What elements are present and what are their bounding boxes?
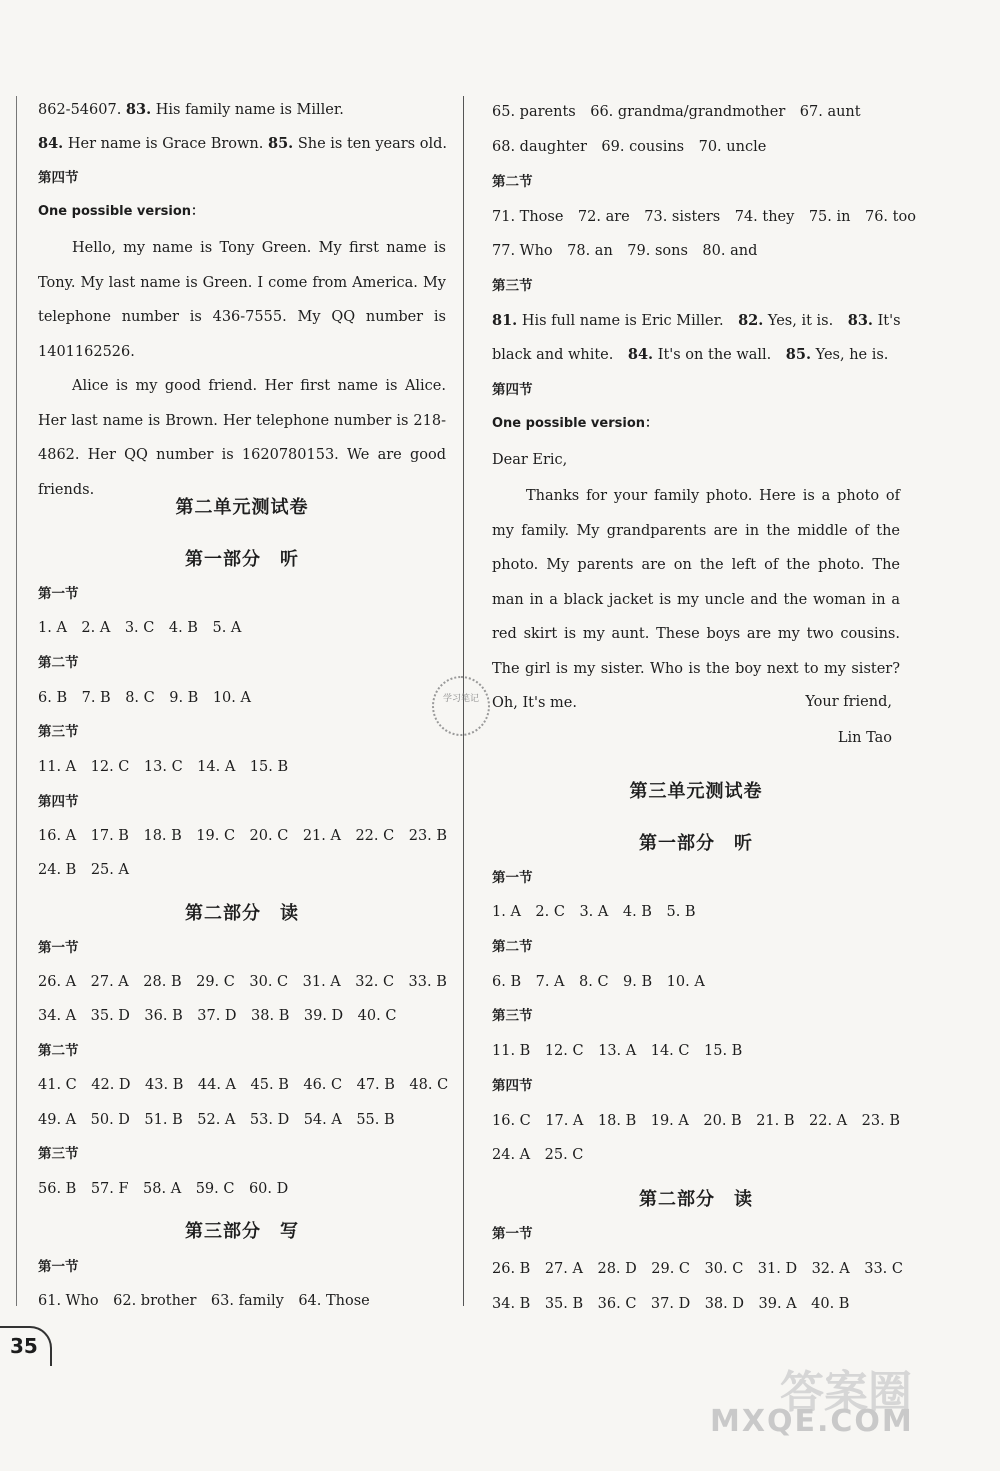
- answer-line: 6. B 7. A 8. C 9. B 10. A: [492, 974, 705, 990]
- section-heading: 第四节: [492, 1078, 533, 1094]
- part-title: 第二部分 读: [185, 903, 299, 924]
- answer-line: 1. A 2. C 3. A 4. B 5. B: [492, 904, 696, 920]
- part-title: 第二部分 读: [639, 1189, 753, 1210]
- section-heading: 第二节: [38, 1043, 79, 1059]
- answer-line: 11. A 12. C 13. C 14. A 15. B: [38, 759, 289, 775]
- letter-body: Thanks for your family photo. Here is a photo of my family. My grandparents are in the middle of the photo. My parents are on the left of the photo. The man in a black jacket is my uncle and the woman in a red skirt is my aunt. These boys are my two cousins. The girl is my sister. Who is the boy next to my sister? Oh, It's me.: [492, 488, 900, 711]
- part-title: 第三部分 写: [185, 1221, 299, 1242]
- letter-greeting: Dear Eric,: [492, 452, 568, 468]
- section-heading: 第四节: [38, 794, 79, 810]
- answer-line: 26. B 27. A 28. D 29. C 30. C 31. D 32. A 33. C: [492, 1261, 903, 1277]
- section-heading: 第一节: [38, 586, 79, 602]
- left-margin-rule: [16, 96, 17, 1306]
- section-heading: 第四节: [38, 170, 79, 186]
- section-heading: 第三节: [492, 1008, 533, 1024]
- answer-line: 16. A 17. B 18. B 19. C 20. C 21. A 22. C 23. B: [38, 828, 448, 844]
- version-label: One possible version：: [38, 204, 205, 219]
- answer-line: 6. B 7. B 8. C 9. B 10. A: [38, 690, 251, 706]
- section-heading: 第二节: [38, 655, 79, 671]
- page-number: 35: [0, 1326, 52, 1366]
- answer-line: 1. A 2. A 3. C 4. B 5. A: [38, 620, 242, 636]
- section-heading: 第二节: [492, 174, 533, 190]
- answer-line: 81. His full name is Eric Miller. 82. Yes, it is. 83. It's: [492, 312, 901, 329]
- essay-paragraph: Hello, my name is Tony Green. My first name is Tony. My last name is Green. I come from America. My telephone number is 436-7555. My QQ number is 1401162526.: [38, 240, 446, 360]
- part-title: 第一部分 听: [185, 549, 299, 570]
- section-heading: 第三节: [38, 1146, 79, 1162]
- answer-line: 77. Who 78. an 79. sons 80. and: [492, 243, 758, 259]
- answer-line: 65. parents 66. grandma/grandmother 67. aunt: [492, 104, 861, 120]
- answer-line: 41. C 42. D 43. B 44. A 45. B 46. C 47. B 48. C: [38, 1077, 449, 1093]
- answer-line: 24. A 25. C: [492, 1147, 584, 1163]
- section-heading: 第四节: [492, 382, 533, 398]
- answer-line: black and white. 84. It's on the wall. 85. Yes, he is.: [492, 346, 889, 363]
- letter-closing: Your friend,: [805, 694, 892, 710]
- answer-line: 34. B 35. B 36. C 37. D 38. D 39. A 40. B: [492, 1296, 850, 1312]
- answer-line: 24. B 25. A: [38, 862, 129, 878]
- section-heading: 第一节: [492, 1226, 533, 1242]
- answer-line: 84. Her name is Grace Brown. 85. She is ten years old.: [38, 135, 447, 152]
- answer-line: 34. A 35. D 36. B 37. D 38. B 39. D 40. C: [38, 1008, 397, 1024]
- answer-line: 26. A 27. A 28. B 29. C 30. C 31. A 32. C 33. B: [38, 974, 447, 990]
- section-heading: 第二节: [492, 939, 533, 955]
- section-heading: 第三节: [492, 278, 533, 294]
- section-heading: 第一节: [38, 940, 79, 956]
- watermark-logo: 答案圈: [780, 1367, 912, 1418]
- essay-paragraph: Alice is my good friend. Her first name is Alice. Her last name is Brown. Her telephone number is 218-4862. Her QQ number is 1620780153. We are good friends.: [38, 378, 446, 498]
- answer-line: 68. daughter 69. cousins 70. uncle: [492, 139, 767, 155]
- answer-line: 862-54607. 83. His family name is Miller.: [38, 101, 344, 118]
- answer-line: 49. A 50. D 51. B 52. A 53. D 54. A 55. B: [38, 1112, 395, 1128]
- answer-line: 56. B 57. F 58. A 59. C 60. D: [38, 1181, 289, 1197]
- section-heading: 第一节: [492, 870, 533, 886]
- answer-line: 16. C 17. A 18. B 19. A 20. B 21. B 22. A 23. B: [492, 1113, 900, 1129]
- letter-signature: Lin Tao: [837, 730, 892, 746]
- answer-line: 11. B 12. C 13. A 14. C 15. B: [492, 1043, 743, 1059]
- version-label: One possible version：: [492, 416, 659, 431]
- section-heading: 第三节: [38, 724, 79, 740]
- watermark-text: MXQE.COM: [710, 1404, 914, 1439]
- part-title: 第一部分 听: [639, 833, 753, 854]
- answer-line: 71. Those 72. are 73. sisters 74. they 75. in 76. too: [492, 209, 916, 225]
- unit-title: 第三单元测试卷: [629, 781, 763, 802]
- unit-title: 第二单元测试卷: [175, 497, 309, 518]
- answer-line: 61. Who 62. brother 63. family 64. Those: [38, 1293, 370, 1309]
- stamp-mark: 学习笔记: [432, 676, 490, 736]
- section-heading: 第一节: [38, 1259, 79, 1275]
